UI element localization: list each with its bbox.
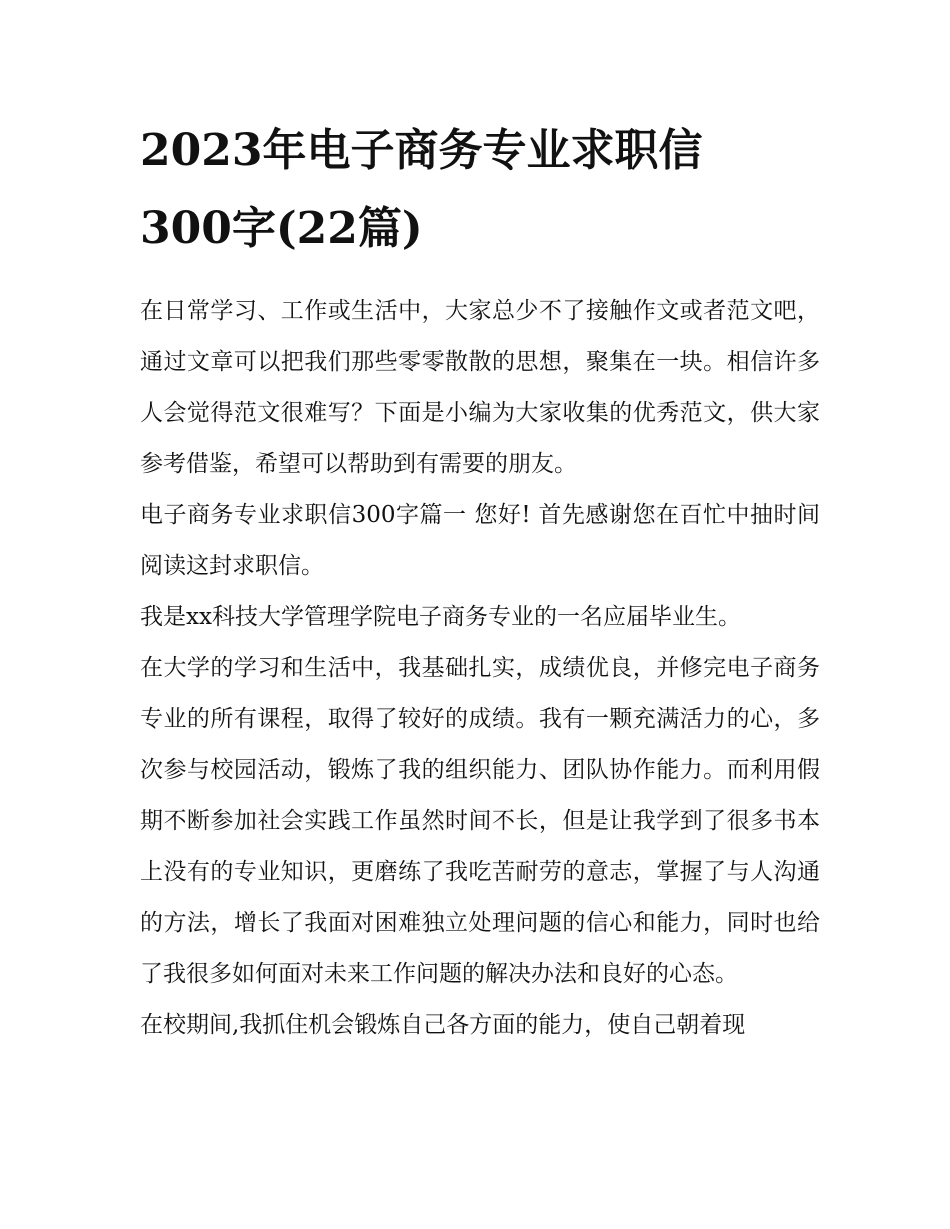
document-page bbox=[140, 112, 820, 1051]
paragraph-study-life: 在大学的学习和生活中，我基础扎实，成绩优良，并修完电子商务专业的所有课程，取得了较好的成绩。我有一颗充满活力的心，多次参与校园活动，锻炼了我的组织能力、团队协作能力。而利用假期不断参加社会实践工作虽然时间不长，但是让我学到了很多书本上没有的专业知识，更磨练了我吃苦耐劳的意志，掌握了与人沟通的方法，增长了我面对困难独立处理问题的信心和能力，同时也给了我很多如何面对未来工作问题的解决办法和良好的心态。 bbox=[140, 655, 820, 987]
document-title: 2023年电子商务专业求职信300字(22篇) bbox=[140, 125, 703, 254]
paragraph-greeting: 电子商务专业求职信300字篇一 您好! 首先感谢您在百忙中抽时间阅读这封求职信。 bbox=[140, 502, 820, 579]
paragraph-self-intro: 我是xx科技大学管理学院电子商务专业的一名应届毕业生。 bbox=[140, 604, 741, 630]
paragraph-school-period: 在校期间,我抓住机会锻炼自己各方面的能力，使自己朝着现 bbox=[140, 1012, 746, 1038]
document-body bbox=[140, 286, 820, 1051]
paragraph-intro: 在日常学习、工作或生活中，大家总少不了接触作文或者范文吧，通过文章可以把我们那些零零散散的思想，聚集在一块。相信许多人会觉得范文很难写？下面是小编为大家收集的优秀范文，供大家参考借鉴，希望可以帮助到有需要的朋友。 bbox=[140, 298, 820, 477]
